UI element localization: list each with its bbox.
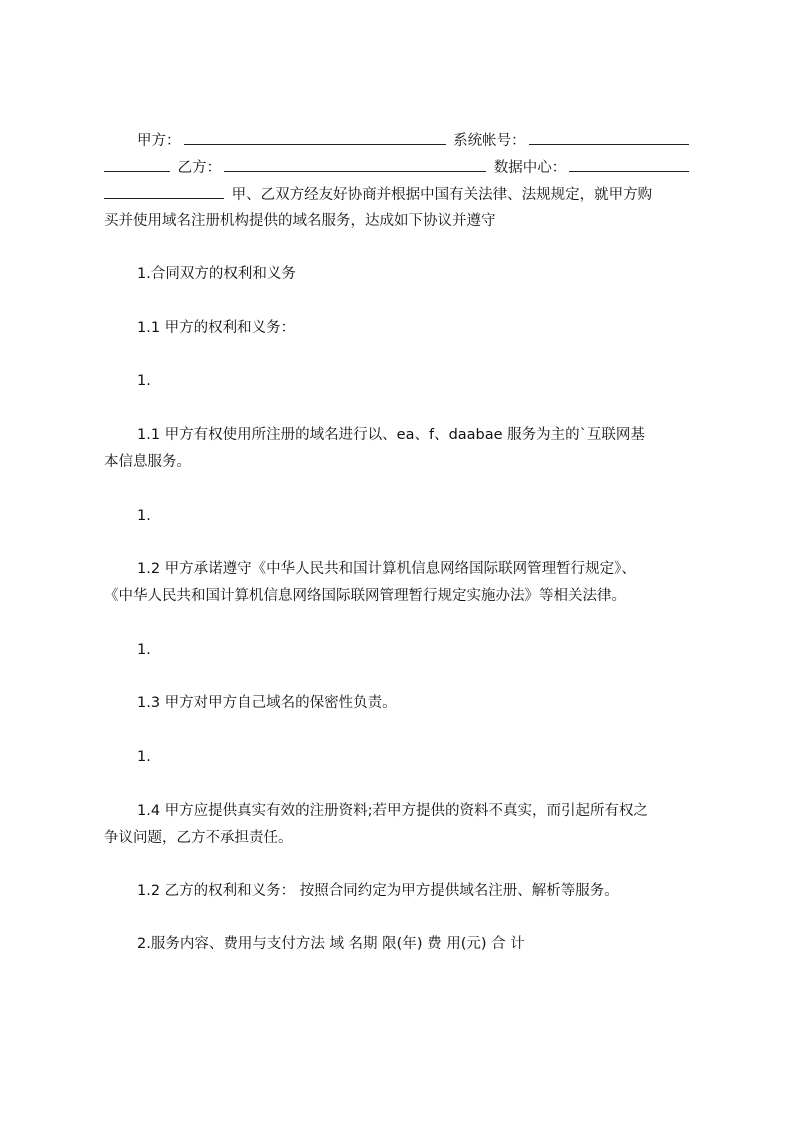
party-a-label: 甲方： bbox=[137, 133, 181, 149]
account-blank bbox=[529, 130, 689, 145]
clause-party-b: 1.2 乙方的权利和义务： 按照合同约定为甲方提供域名注册、解析等服务。 bbox=[137, 883, 619, 899]
clause-1-4-line-2: 争议问题，乙方不承担责任。 bbox=[104, 830, 293, 846]
clause-1-2-line-2: 《中华人民共和国计算机信息网络国际联网管理暂行规定实施办法》等相关法律。 bbox=[104, 588, 626, 604]
list-marker: 1. bbox=[137, 508, 151, 524]
list-marker: 1. bbox=[137, 642, 151, 658]
party-b-label: 乙方： bbox=[177, 160, 222, 176]
intro-line-4: 买并使用域名注册机构提供的域名服务，达成如下协议并遵守 bbox=[104, 213, 496, 229]
datacenter-blank bbox=[569, 157, 689, 172]
account-label: 系统帐号： bbox=[453, 133, 526, 149]
intro-line-1 bbox=[137, 130, 692, 151]
section-1-title: 1.合同双方的权利和义务 bbox=[137, 266, 296, 282]
intro-line-2 bbox=[104, 157, 692, 178]
datacenter-label: 数据中心： bbox=[493, 160, 567, 176]
clause-1-1-line-2: 本信息服务。 bbox=[104, 454, 191, 470]
clause-1-2-line-1: 1.2 甲方承诺遵守《中华人民共和国计算机信息网络国际联网管理暂行规定》、 bbox=[137, 561, 636, 577]
clause-1-3: 1.3 甲方对甲方自己域名的保密性负责。 bbox=[137, 695, 397, 711]
section-2-title: 2.服务内容、费用与支付方法 域 名期 限(年) 费 用(元) 合 计 bbox=[137, 936, 525, 952]
party-b-blank bbox=[224, 157, 486, 172]
account-blank-cont bbox=[104, 157, 170, 172]
intro-line-3 bbox=[104, 184, 652, 205]
section-1-1-title: 1.1 甲方的权利和义务： bbox=[137, 320, 296, 336]
party-a-blank bbox=[184, 130, 446, 145]
clause-1-1-line-1: 1.1 甲方有权使用所注册的域名进行以、ea、f、daabae 服务为主的`互联网基 bbox=[137, 427, 645, 443]
datacenter-blank-cont bbox=[104, 184, 224, 199]
intro-tail: 甲、乙双方经友好协商并根据中国有关法律、法规规定，就甲方购 bbox=[231, 187, 653, 203]
clause-1-4-line-1: 1.4 甲方应提供真实有效的注册资料;若甲方提供的资料不真实，而引起所有权之 bbox=[137, 803, 649, 819]
list-marker: 1. bbox=[137, 373, 151, 389]
list-marker: 1. bbox=[137, 749, 151, 765]
